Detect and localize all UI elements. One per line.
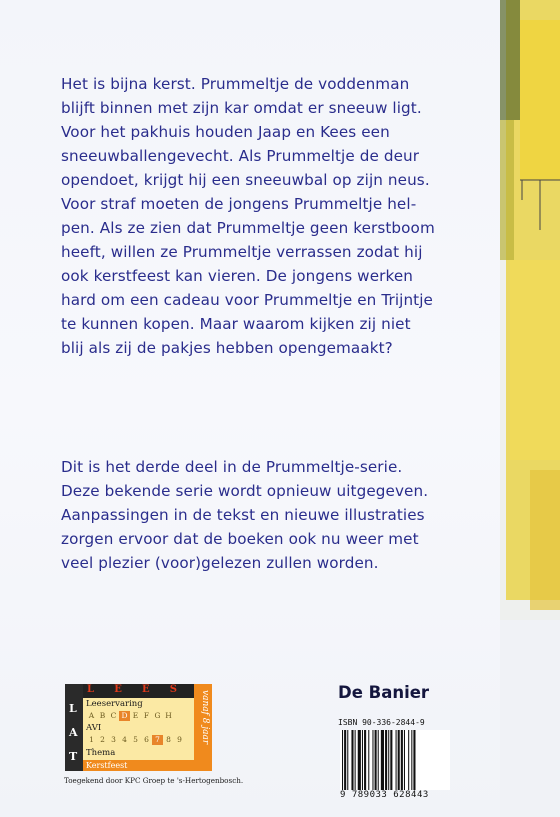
ean-number: 9 789033 628443 (340, 790, 429, 800)
barcode-image (340, 730, 450, 790)
blurb-line: Aanpassingen in de tekst en nieuwe illustraties (61, 506, 425, 524)
blurb-line: Dit is het derde deel in de Prummeltje-serie. (61, 458, 403, 476)
publisher-name: De Banier (338, 683, 430, 702)
lat-side-bar (65, 684, 83, 771)
thema-value: Kerstfeest (83, 760, 194, 771)
blurb-line: pen. Als ze zien dat Prummeltje geen kerstboom (61, 219, 435, 237)
cover-illustration-edge (500, 0, 560, 817)
blurb-line: opendoet, krijgt hij een sneeuwbal op zijn neus. (61, 171, 430, 189)
barcode-bar (413, 730, 415, 790)
lat-awarded-note: Toegekend door KPC Groep te 's-Hertogenbosch. (64, 776, 244, 785)
blurb-line: blijft binnen met zijn kar omdat er sneeuw ligt. (61, 99, 422, 117)
barcode-bar (411, 730, 412, 790)
scale-cell: 5 (133, 735, 138, 744)
isbn-number: ISBN 90-336-2844-9 (338, 718, 425, 727)
barcode-bar (401, 730, 403, 790)
blurb-line: ook kerstfeest kan vieren. De jongens werken (61, 267, 414, 285)
barcode-bar (375, 730, 377, 790)
barcode-bar (408, 730, 409, 790)
blurb-line: te kunnen kopen. Maar waarom kijken zij niet (61, 315, 411, 333)
blurb-line: Voor het pakhuis houden Jaap en Kees een (61, 123, 390, 141)
blurb-line: veel plezier (voor)gelezen zullen worden. (61, 554, 379, 572)
blurb-paragraph-1 (61, 72, 501, 360)
scale-cell: 7 (152, 735, 163, 745)
lat-top-letters (87, 684, 177, 698)
barcode-bar (385, 730, 387, 790)
barcode-bar (355, 730, 356, 790)
scale-cell: 2 (100, 735, 105, 744)
scale-cell: C (110, 711, 117, 720)
blurb-line: sneeuwballengevecht. Als Prummeltje de deur (61, 147, 420, 165)
barcode-bar (358, 730, 361, 790)
lat-side-letter: A (69, 726, 78, 739)
lat-reading-level-label (65, 684, 212, 771)
lat-age-text: vanaf 8 jaar (200, 690, 210, 745)
scale-cell: D (119, 711, 130, 721)
barcode-bar (381, 730, 384, 790)
blurb-line: Het is bijna kerst. Prummeltje de voddenman (61, 75, 410, 93)
lat-top-letter: L (87, 684, 95, 695)
barcode-bar (362, 730, 363, 790)
scale-cell: G (154, 711, 161, 720)
barcode-bar (351, 730, 353, 790)
scale-cell: B (99, 711, 106, 720)
barcode-bar (378, 730, 379, 790)
blurb-line: heeft, willen ze Prummeltje verrassen zodat hij (61, 243, 423, 261)
scale-cell: 8 (166, 735, 171, 744)
scale-cell: E (132, 711, 139, 720)
lat-side-letter: L (69, 702, 77, 715)
barcode-bar (347, 730, 348, 790)
thema-label: Thema (86, 748, 116, 758)
scale-cell: H (165, 711, 172, 720)
barcode-bar (404, 730, 405, 790)
scale-cell: A (88, 711, 95, 720)
scale-cell: 4 (122, 735, 127, 744)
barcode-bar (368, 730, 369, 790)
blurb-line: Voor straf moeten de jongens Prummeltje hel- (61, 195, 417, 213)
blurb-line: Deze bekende serie wordt opnieuw uitgegeven. (61, 482, 429, 500)
barcode-bar (396, 730, 397, 790)
leeservaring-scale (86, 711, 174, 721)
blurb-line: blij als zij de pakjes hebben opengemaakt? (61, 339, 393, 357)
scale-cell: 6 (144, 735, 149, 744)
lat-body (83, 698, 194, 771)
leeservaring-label: Leeservaring (86, 699, 143, 709)
barcode-bar (372, 730, 373, 790)
isbn-barcode-block (338, 718, 458, 808)
scale-cell: F (143, 711, 150, 720)
scale-cell: 1 (89, 735, 94, 744)
scale-cell: 9 (177, 735, 182, 744)
barcode-bar (344, 730, 346, 790)
blurb-line: hard om een cadeau voor Prummeltje en Trijntje (61, 291, 434, 309)
barcode-bar (398, 730, 400, 790)
avi-scale (86, 735, 185, 745)
avi-label: AVI (86, 723, 102, 733)
lat-top-letter: E (114, 684, 122, 695)
barcode-bar (390, 730, 392, 790)
lat-top-letter: E (141, 684, 150, 695)
barcode-bar (388, 730, 389, 790)
lat-top-letter: S (169, 684, 177, 695)
lat-side-letter: T (69, 750, 78, 763)
barcode-bar (342, 730, 343, 790)
blurb-line: zorgen ervoor dat de boeken ook nu weer met (61, 530, 419, 548)
barcode-bar (364, 730, 366, 790)
scale-cell: 3 (111, 735, 116, 744)
blurb-paragraph-2 (61, 455, 501, 575)
